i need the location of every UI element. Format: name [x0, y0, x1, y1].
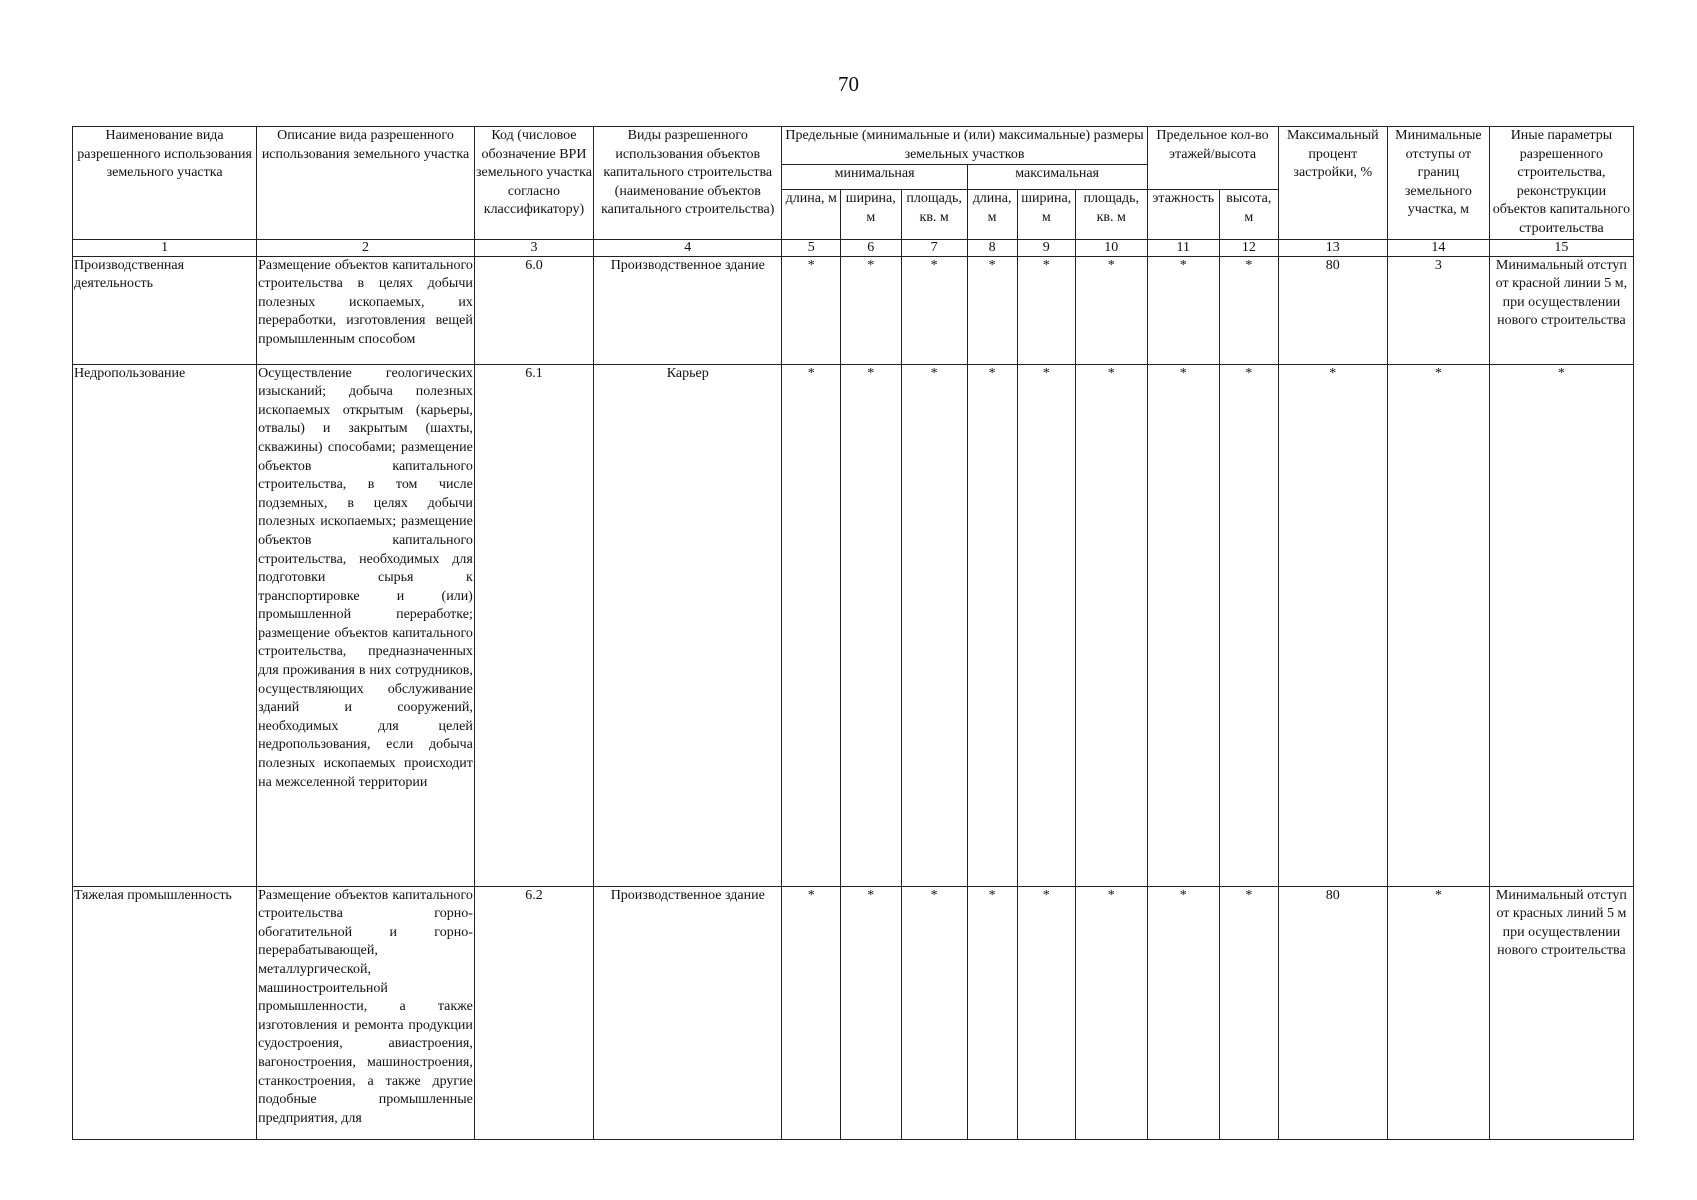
header-land-use-description: Описание вида разрешенного использования земельного участка: [257, 127, 475, 240]
min-length-value: *: [782, 364, 840, 886]
max-area-value: *: [1076, 886, 1148, 1139]
header-code: Код (числовое обозначение ВРИ земельного участка согласно классификатору): [474, 127, 593, 240]
floors-value: *: [1147, 886, 1220, 1139]
header-min-width: ширина, м: [840, 190, 901, 239]
height-value: *: [1220, 364, 1279, 886]
column-number: 2: [257, 239, 475, 256]
column-number: 3: [474, 239, 593, 256]
column-number-row: [73, 239, 1634, 256]
zoning-regulations-table: [72, 126, 1634, 1140]
column-number: 9: [1017, 239, 1075, 256]
other-parameters-value: Минимальный отступ от красных линий 5 м при осуществлении нового строительства: [1489, 886, 1633, 1139]
header-max-length: длина, м: [967, 190, 1017, 239]
column-number: 4: [594, 239, 782, 256]
page-number: 70: [838, 72, 859, 96]
max-area-value: *: [1076, 364, 1148, 886]
header-capital-objects: Виды разрешенного использования объектов капитального строительства (наименование объектов капитального строительства): [594, 127, 782, 240]
table-row: [73, 886, 1634, 1139]
land-use-code: 6.0: [474, 256, 593, 364]
land-use-description: Размещение объектов капитального строительства горно-обогатительной и горно-перерабатывающей, металлургической, машиностроительной промышленности, а также изготовления и ремонта продукции судостроения, авиастроения, вагоностроения, машиностроения, станкостроения, а также другие подобные промышленные предприятия, для: [257, 886, 475, 1139]
max-width-value: *: [1017, 256, 1075, 364]
build-percent-value: 80: [1278, 256, 1387, 364]
min-area-value: *: [901, 364, 967, 886]
capital-objects: Производственное здание: [594, 256, 782, 364]
column-number: 6: [840, 239, 901, 256]
column-number: 7: [901, 239, 967, 256]
header-max-width: ширина, м: [1017, 190, 1075, 239]
min-area-value: *: [901, 886, 967, 1139]
floors-value: *: [1147, 256, 1220, 364]
land-use-description: Осуществление геологических изысканий; добыча полезных ископаемых открытым (карьеры, отвалы) и закрытым (шахты, скважины) способами; размещение объектов капитального строительства, в том числе подземных, в целях добычи полезных ископаемых; размещение объектов капитального строительства, необходимых для подготовки сырья к транспортировке и (или) промышленной переработке; размещение объектов капитального строительства, предназначенных для проживания в них сотрудников, осуществляющих обслуживание зданий и сооружений, необходимых для целей недропользования, если добыча полезных ископаемых происходит на межселенной территории: [257, 364, 475, 886]
column-number: 1: [73, 239, 257, 256]
land-use-name: Недропользование: [73, 364, 257, 886]
min-width-value: *: [840, 256, 901, 364]
header-height: высота, м: [1220, 190, 1279, 239]
table-row: [73, 256, 1634, 364]
land-use-name: Тяжелая промышленность: [73, 886, 257, 1139]
floors-value: *: [1147, 364, 1220, 886]
header-other-parameters: Иные параметры разрешенного строительства, реконструкции объектов капитального строительства: [1489, 127, 1633, 240]
column-number: 10: [1076, 239, 1148, 256]
capital-objects: Производственное здание: [594, 886, 782, 1139]
height-value: *: [1220, 256, 1279, 364]
column-number: 12: [1220, 239, 1279, 256]
setback-value: 3: [1387, 256, 1489, 364]
build-percent-value: *: [1278, 364, 1387, 886]
setback-value: *: [1387, 886, 1489, 1139]
header-min-setbacks: Минимальные отступы от границ земельного участка, м: [1387, 127, 1489, 240]
max-area-value: *: [1076, 256, 1148, 364]
header-min-length: длина, м: [782, 190, 840, 239]
header-plot-size-limits: Предельные (минимальные и (или) максимальные) размеры земельных участков: [782, 127, 1147, 165]
setback-value: *: [1387, 364, 1489, 886]
column-number: 13: [1278, 239, 1387, 256]
column-number: 8: [967, 239, 1017, 256]
column-number: 15: [1489, 239, 1633, 256]
header-maximum: максимальная: [967, 165, 1147, 190]
max-width-value: *: [1017, 886, 1075, 1139]
land-use-name: Производственная деятельность: [73, 256, 257, 364]
capital-objects: Карьер: [594, 364, 782, 886]
header-max-area: площадь, кв. м: [1076, 190, 1148, 239]
header-land-use-name: Наименование вида разрешенного использования земельного участка: [73, 127, 257, 240]
header-min-area: площадь, кв. м: [901, 190, 967, 239]
max-length-value: *: [967, 886, 1017, 1139]
table-row: [73, 364, 1634, 886]
header-build-percent: Максимальный процент застройки, %: [1278, 127, 1387, 240]
header-floors-height: Предельное кол-во этажей/высота: [1147, 127, 1278, 190]
min-width-value: *: [840, 364, 901, 886]
column-number: 11: [1147, 239, 1220, 256]
other-parameters-value: *: [1489, 364, 1633, 886]
max-width-value: *: [1017, 364, 1075, 886]
column-number: 5: [782, 239, 840, 256]
header-minimum: минимальная: [782, 165, 967, 190]
max-length-value: *: [967, 256, 1017, 364]
min-length-value: *: [782, 886, 840, 1139]
land-use-code: 6.1: [474, 364, 593, 886]
header-floors: этажность: [1147, 190, 1220, 239]
land-use-code: 6.2: [474, 886, 593, 1139]
min-area-value: *: [901, 256, 967, 364]
max-length-value: *: [967, 364, 1017, 886]
height-value: *: [1220, 886, 1279, 1139]
other-parameters-value: Минимальный отступ от красной линии 5 м, при осуществлении нового строительства: [1489, 256, 1633, 364]
column-number: 14: [1387, 239, 1489, 256]
min-length-value: *: [782, 256, 840, 364]
build-percent-value: 80: [1278, 886, 1387, 1139]
land-use-description: Размещение объектов капитального строительства в целях добычи полезных ископаемых, их переработки, изготовления вещей промышленным способом: [257, 256, 475, 364]
min-width-value: *: [840, 886, 901, 1139]
